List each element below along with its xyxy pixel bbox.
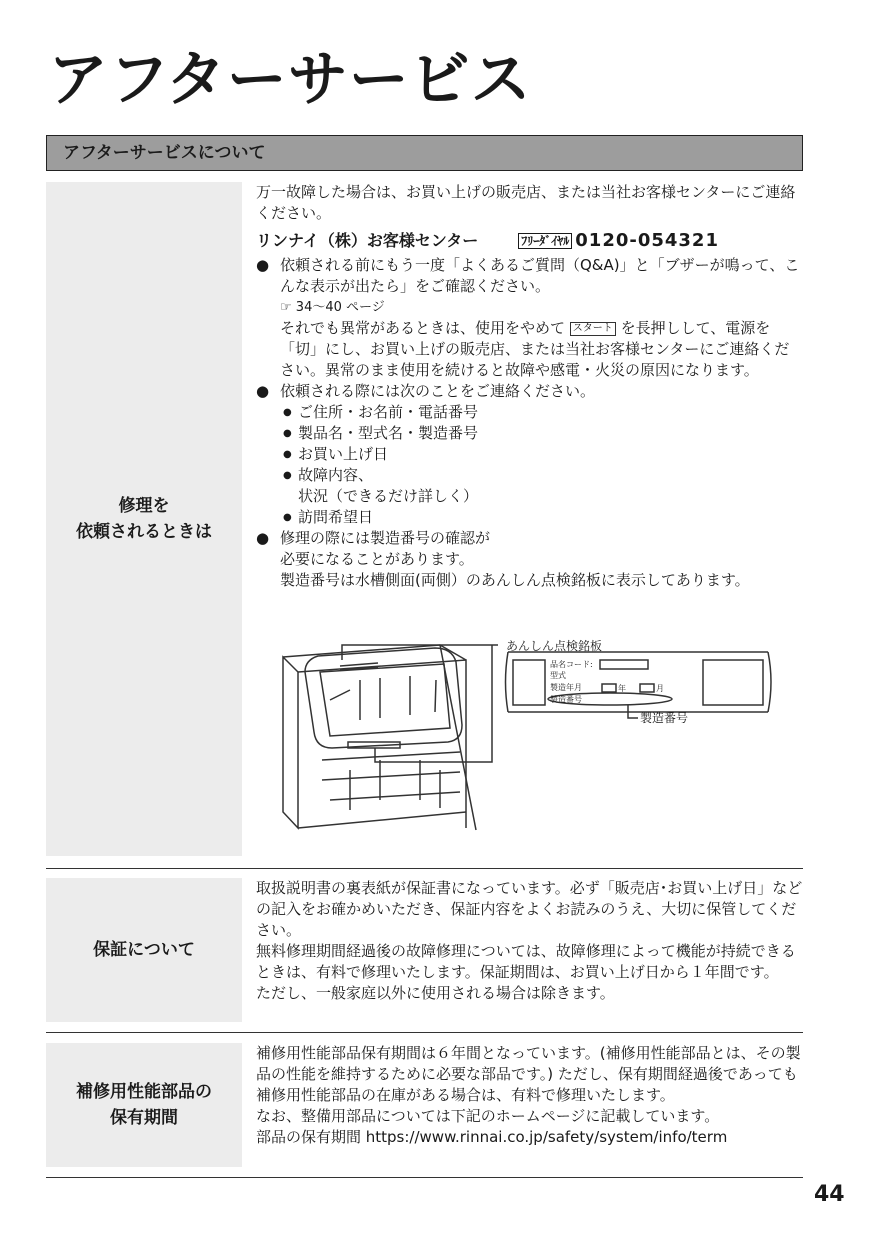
freedial-icon: ﾌﾘｰﾀﾞｲﾔﾙ — [518, 233, 572, 249]
page-title: アフターサービス — [48, 45, 532, 115]
center-name: リンナイ（株）お客様センター — [256, 231, 479, 250]
repair-intro: 万一故障した場合は、お買い上げの販売店、または当社お客様センターにご連絡ください。 — [256, 183, 796, 222]
unit-month: 月 — [656, 684, 664, 693]
divider — [46, 1177, 803, 1178]
start-key-icon: スタート — [570, 322, 616, 336]
list-item: ● お買い上げ日 — [256, 444, 804, 465]
field-model: 型式 — [550, 671, 566, 680]
warranty-content — [256, 878, 804, 1004]
bullet-3-line3: 製造番号は水槽側面(両側）のあんしん点検銘板に表示してあります。 — [280, 571, 750, 589]
field-serial: 製造番号 — [550, 695, 582, 704]
bullet-3-line2: 必要になることがあります。 — [280, 550, 474, 568]
warranty-text-2: 無料修理期間経過後の故障修理については、故障修理によって機能が持続できるときは、有料で修理いたします。保証期間は、お買い上げ日から１年間です。 — [256, 942, 796, 981]
bullet-1-cont-post: を長押しして、電源を「切」にし、お買い上げの販売店、または当社お客様センターにご連絡ください。異常のまま使用を続けると故障や感電・火災の原因になります。 — [280, 319, 790, 379]
list-item: ● ご住所・お名前・電話番号 — [256, 402, 804, 423]
repair-label-line2: 依頼されるときは — [76, 522, 212, 542]
warranty-text-3: ただし、一般家庭以外に使用される場合は除きます。 — [256, 984, 615, 1002]
field-date: 製造年月 — [550, 683, 582, 692]
pointing-hand-icon: ☞ — [280, 300, 292, 315]
divider — [46, 868, 803, 869]
bullet-3-line1: ● 修理の際には製造番号の確認が — [256, 528, 804, 549]
serial-label: 製造番号 — [640, 711, 689, 725]
page-number: 44 — [814, 1182, 845, 1207]
field-product-code: 品名コード: — [550, 660, 593, 669]
warranty-label: 保証について — [46, 878, 242, 1022]
bullet-1: ● 依頼される前にもう一度「よくあるご質問（Q&A)」と「ブザーが鳴って、こんな表示が出たら」をご確認ください。 — [256, 255, 804, 297]
parts-text-2: なお、整備用部品については下記のホームページに記載しています。 — [256, 1107, 720, 1125]
section-header: アフターサービスについて — [46, 135, 803, 171]
list-item: ● 製品名・型式名・製造番号 — [256, 423, 804, 444]
plate-label: あんしん点検銘板 — [506, 639, 603, 653]
parts-content — [256, 1043, 804, 1148]
bullet-2: ● 依頼される際には次のことをご連絡ください。 — [256, 381, 804, 402]
list-item: ● 訪問希望日 — [256, 507, 804, 528]
parts-label-line1: 補修用性能部品の — [76, 1082, 212, 1102]
phone-number: 0120-054321 — [575, 230, 719, 251]
unit-year: 年 — [618, 684, 626, 693]
bullet-1-cont-pre: それでも異常があるときは、使用をやめて — [280, 319, 566, 337]
parts-text-3: 部品の保有期間 https://www.rinnai.co.jp/safety/system/info/term — [256, 1128, 728, 1146]
parts-label-line2: 保有期間 — [110, 1108, 178, 1128]
reference-pages: 34～40 ページ — [295, 300, 385, 315]
divider — [46, 1032, 803, 1033]
list-item-continued: 状況（できるだけ詳しく） — [298, 487, 479, 505]
parts-label — [46, 1043, 242, 1167]
repair-label-line1: 修理を — [118, 496, 170, 516]
list-item: ● 故障内容、 — [256, 465, 804, 486]
warranty-text-1: 取扱説明書の裏表紙が保証書になっています。必ず「販売店･お買い上げ日」などの記入をお確かめいただき、保証内容をよくお読みのうえ、大切に保管してください。 — [256, 879, 803, 939]
parts-text-1: 補修用性能部品保有期間は６年間となっています。(補修用性能部品とは、その製品の性能を維持するために必要な部品です。) ただし、保有期間経過後であっても補修用性能部品の在庫がある場合は、有料で修理いたします。 — [256, 1044, 801, 1104]
